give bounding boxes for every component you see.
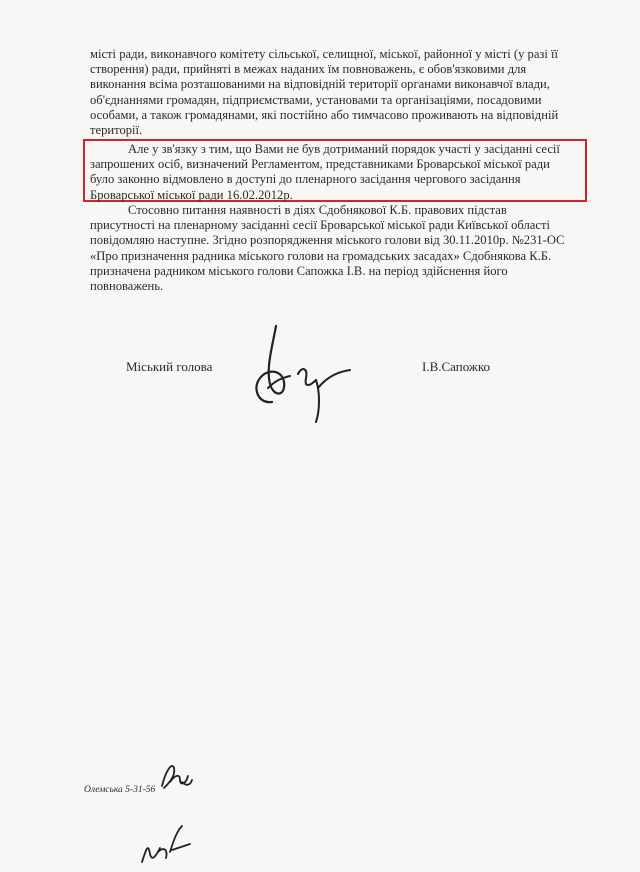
text-line: призначена радником міського голови Сапожка І.В. на період здійснення його [90, 263, 508, 278]
text-line: «Про призначення радника міського голови на громадських засадах» Сдобнякова К.Б. [90, 248, 552, 263]
signatory-title: Міський голова [126, 359, 213, 374]
text-line: об'єднаннями громадян, підприємствами, установами та організаціями, посадовими [90, 92, 542, 107]
text-line: Стосовно питання наявності в діях Сдобнякової К.Б. правових підстав [128, 203, 507, 217]
paragraph-law-obligations [90, 47, 588, 138]
text-line: створення) ради, прийняті в межах наданих їм повноважень, є обов'язковими для [90, 62, 527, 77]
text-line: присутності на пленарному засіданні сесії Броварської міської ради Київської області [90, 218, 550, 233]
text-line: особами, а також громадянами, які постійно або тимчасово проживають на відповідній [90, 107, 559, 122]
executor-contact: Олемська 5-31-56 [84, 785, 156, 795]
text-line: повноважень. [90, 279, 164, 294]
text-line: повідомляю наступне. Згідно розпорядження міського голови від 30.11.2010р. №231-ОС [90, 233, 565, 248]
executor-initials-mark [156, 756, 196, 796]
text-line: запрошених осіб, визначений Регламентом, представниками Броварської міської ради [90, 157, 550, 172]
text-line: Але у зв'язку з тим, що Вами не був дотриманий порядок участі у засіданні сесії [128, 142, 560, 156]
text-line: виконання всіма розташованими на відповідній території органами виконавчої влади, [90, 77, 550, 92]
handwritten-signature [246, 318, 366, 428]
executor-signature-mark [136, 822, 196, 872]
text-line: було законно відмовлено в доступі до пленарного засідання чергового засідання [90, 172, 521, 187]
paragraph-advisor-status [90, 203, 588, 294]
text-line: території. [90, 123, 143, 138]
signatory-name: І.В.Сапожко [422, 359, 491, 374]
text-line: місті ради, виконавчого комітету сільської, селищної, міської, районної у місті (у разі її [90, 47, 559, 61]
text-line: Броварської міської ради 16.02.2012р. [90, 187, 293, 202]
paragraph-access-denied [90, 142, 586, 203]
